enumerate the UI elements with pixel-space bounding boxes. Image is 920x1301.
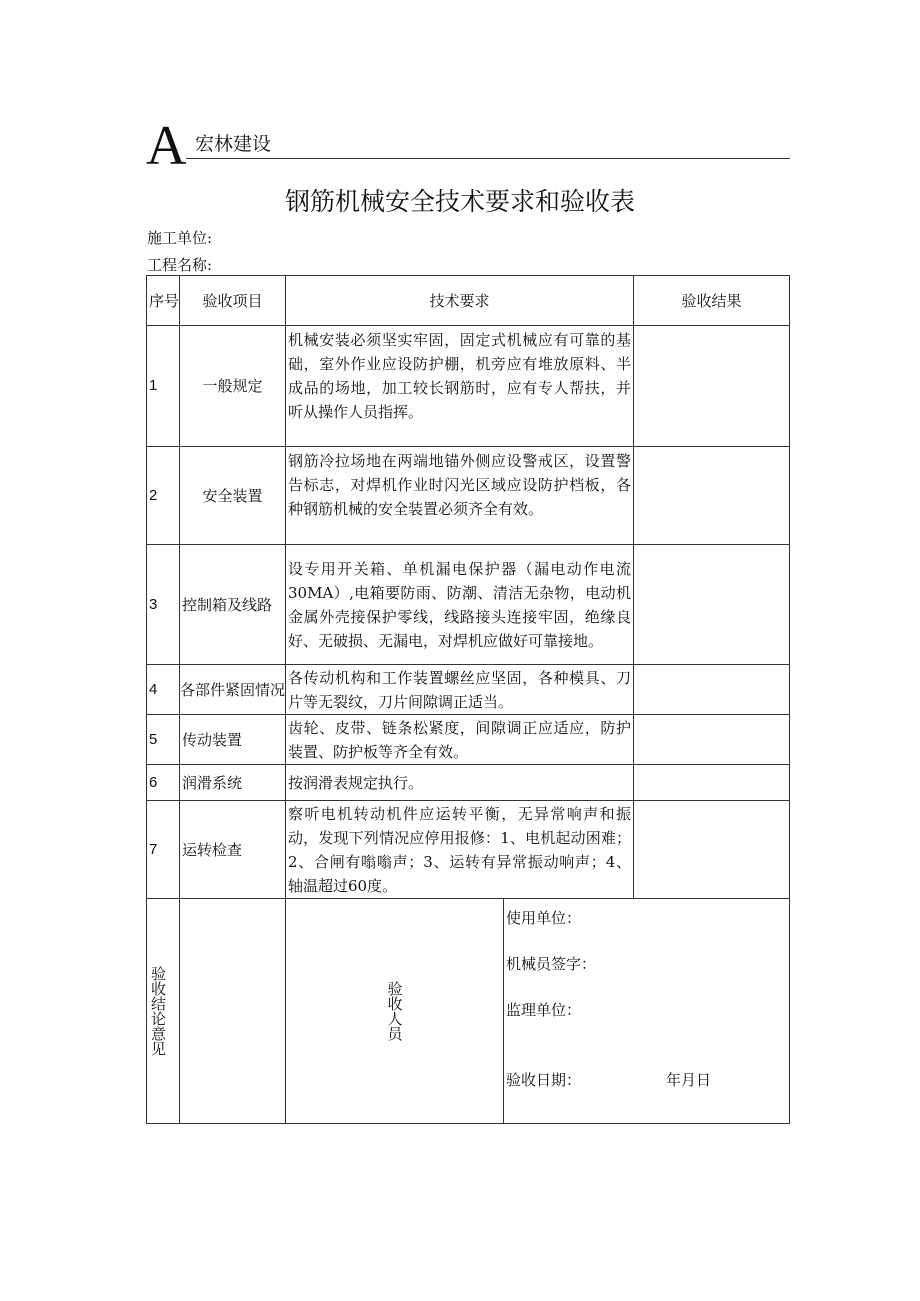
company-name: 宏林建设	[195, 133, 272, 155]
row-item: 安全装置	[180, 447, 286, 545]
table-row	[147, 715, 790, 765]
header-requirement: 技术要求	[286, 276, 634, 326]
row-item: 润滑系统	[180, 765, 286, 801]
row-requirement: 齿轮、皮带、链条松紧度，间隙调正应适应，防护装置、防护板等齐全有效。	[286, 715, 634, 765]
personnel-label: 验收人员	[385, 981, 404, 1041]
row-result	[634, 545, 790, 665]
table-row	[147, 326, 790, 447]
date-line	[506, 1068, 786, 1092]
table-row	[147, 665, 790, 715]
table-row	[147, 801, 790, 899]
construction-unit-label: 施工单位:	[147, 229, 213, 247]
project-name-label: 工程名称:	[147, 256, 213, 274]
row-num: 4	[147, 665, 180, 715]
row-num: 3	[147, 545, 180, 665]
table-header-row	[147, 276, 790, 326]
row-requirement: 察听电机转动机件应运转平衡，无异常响声和振动，发现下列情况应停用报修：1、电机起动困难；2、合闸有嗡嗡声；3、运转有异常振动响声；4、轴温超过60度。	[286, 801, 634, 899]
date-label: 验收日期：	[506, 1071, 582, 1089]
header-result: 验收结果	[634, 276, 790, 326]
conclusion-label: 验收结论意见	[149, 966, 167, 1056]
conclusion-label-cell	[147, 899, 180, 1124]
company-logo-letter: A	[146, 115, 187, 177]
row-requirement: 各传动机构和工作装置螺丝应坚固，各种模具、刀片等无裂纹，刀片间隙调正适当。	[286, 665, 634, 715]
header-item: 验收项目	[180, 276, 286, 326]
row-requirement: 机械安装必须坚实牢固，固定式机械应有可靠的基础，室外作业应设防护棚，机旁应有堆放原料、半成品的场地，加工较长钢筋时，应有专人帮扶，并听从操作人员指挥。	[286, 326, 634, 447]
row-requirement: 钢筋冷拉场地在两端地锚外侧应设警戒区，设置警告标志，对焊机作业时闪光区域应设防护档板，各种钢筋机械的安全装置必须齐全有效。	[286, 447, 634, 545]
table-row	[147, 447, 790, 545]
header-num	[147, 276, 180, 326]
row-item: 各部件紧固情况	[180, 665, 286, 715]
row-num: 1	[147, 326, 180, 447]
inspection-table	[146, 275, 790, 1124]
supervision-unit-label: 监理单位：	[506, 1001, 582, 1019]
row-item: 控制箱及线路	[180, 545, 286, 665]
row-result	[634, 765, 790, 801]
document-title: 钢筋机械安全技术要求和验收表	[284, 187, 635, 216]
row-num: 6	[147, 765, 180, 801]
row-result	[634, 447, 790, 545]
row-num: 7	[147, 801, 180, 899]
mechanic-sign-label: 机械员签字：	[506, 955, 597, 973]
row-requirement: 按润滑表规定执行。	[286, 765, 634, 801]
row-result	[634, 801, 790, 899]
row-num: 2	[147, 447, 180, 545]
conclusion-row	[147, 899, 790, 1124]
row-item: 运转检查	[180, 801, 286, 899]
row-item: 传动装置	[180, 715, 286, 765]
table-row	[147, 765, 790, 801]
signature-cell	[504, 899, 790, 1124]
table-row	[147, 545, 790, 665]
header-num-label: 序号	[149, 291, 180, 310]
date-value: 年月日	[666, 1071, 712, 1089]
row-item: 一般规定	[180, 326, 286, 447]
row-num: 5	[147, 715, 180, 765]
row-result	[634, 715, 790, 765]
row-result	[634, 326, 790, 447]
personnel-cell	[286, 899, 504, 1124]
row-result	[634, 665, 790, 715]
header-rule	[186, 158, 790, 159]
conclusion-blank-cell	[180, 899, 286, 1124]
use-unit-label: 使用单位：	[506, 909, 582, 927]
row-requirement: 设专用开关箱、单机漏电保护器（漏电动作电流30MA）,电箱要防雨、防潮、清洁无杂物，电动机金属外壳接保护零线，线路接头连接牢固，绝缘良好、无破损、无漏电，对焊机应做好可靠接地。	[286, 545, 634, 665]
